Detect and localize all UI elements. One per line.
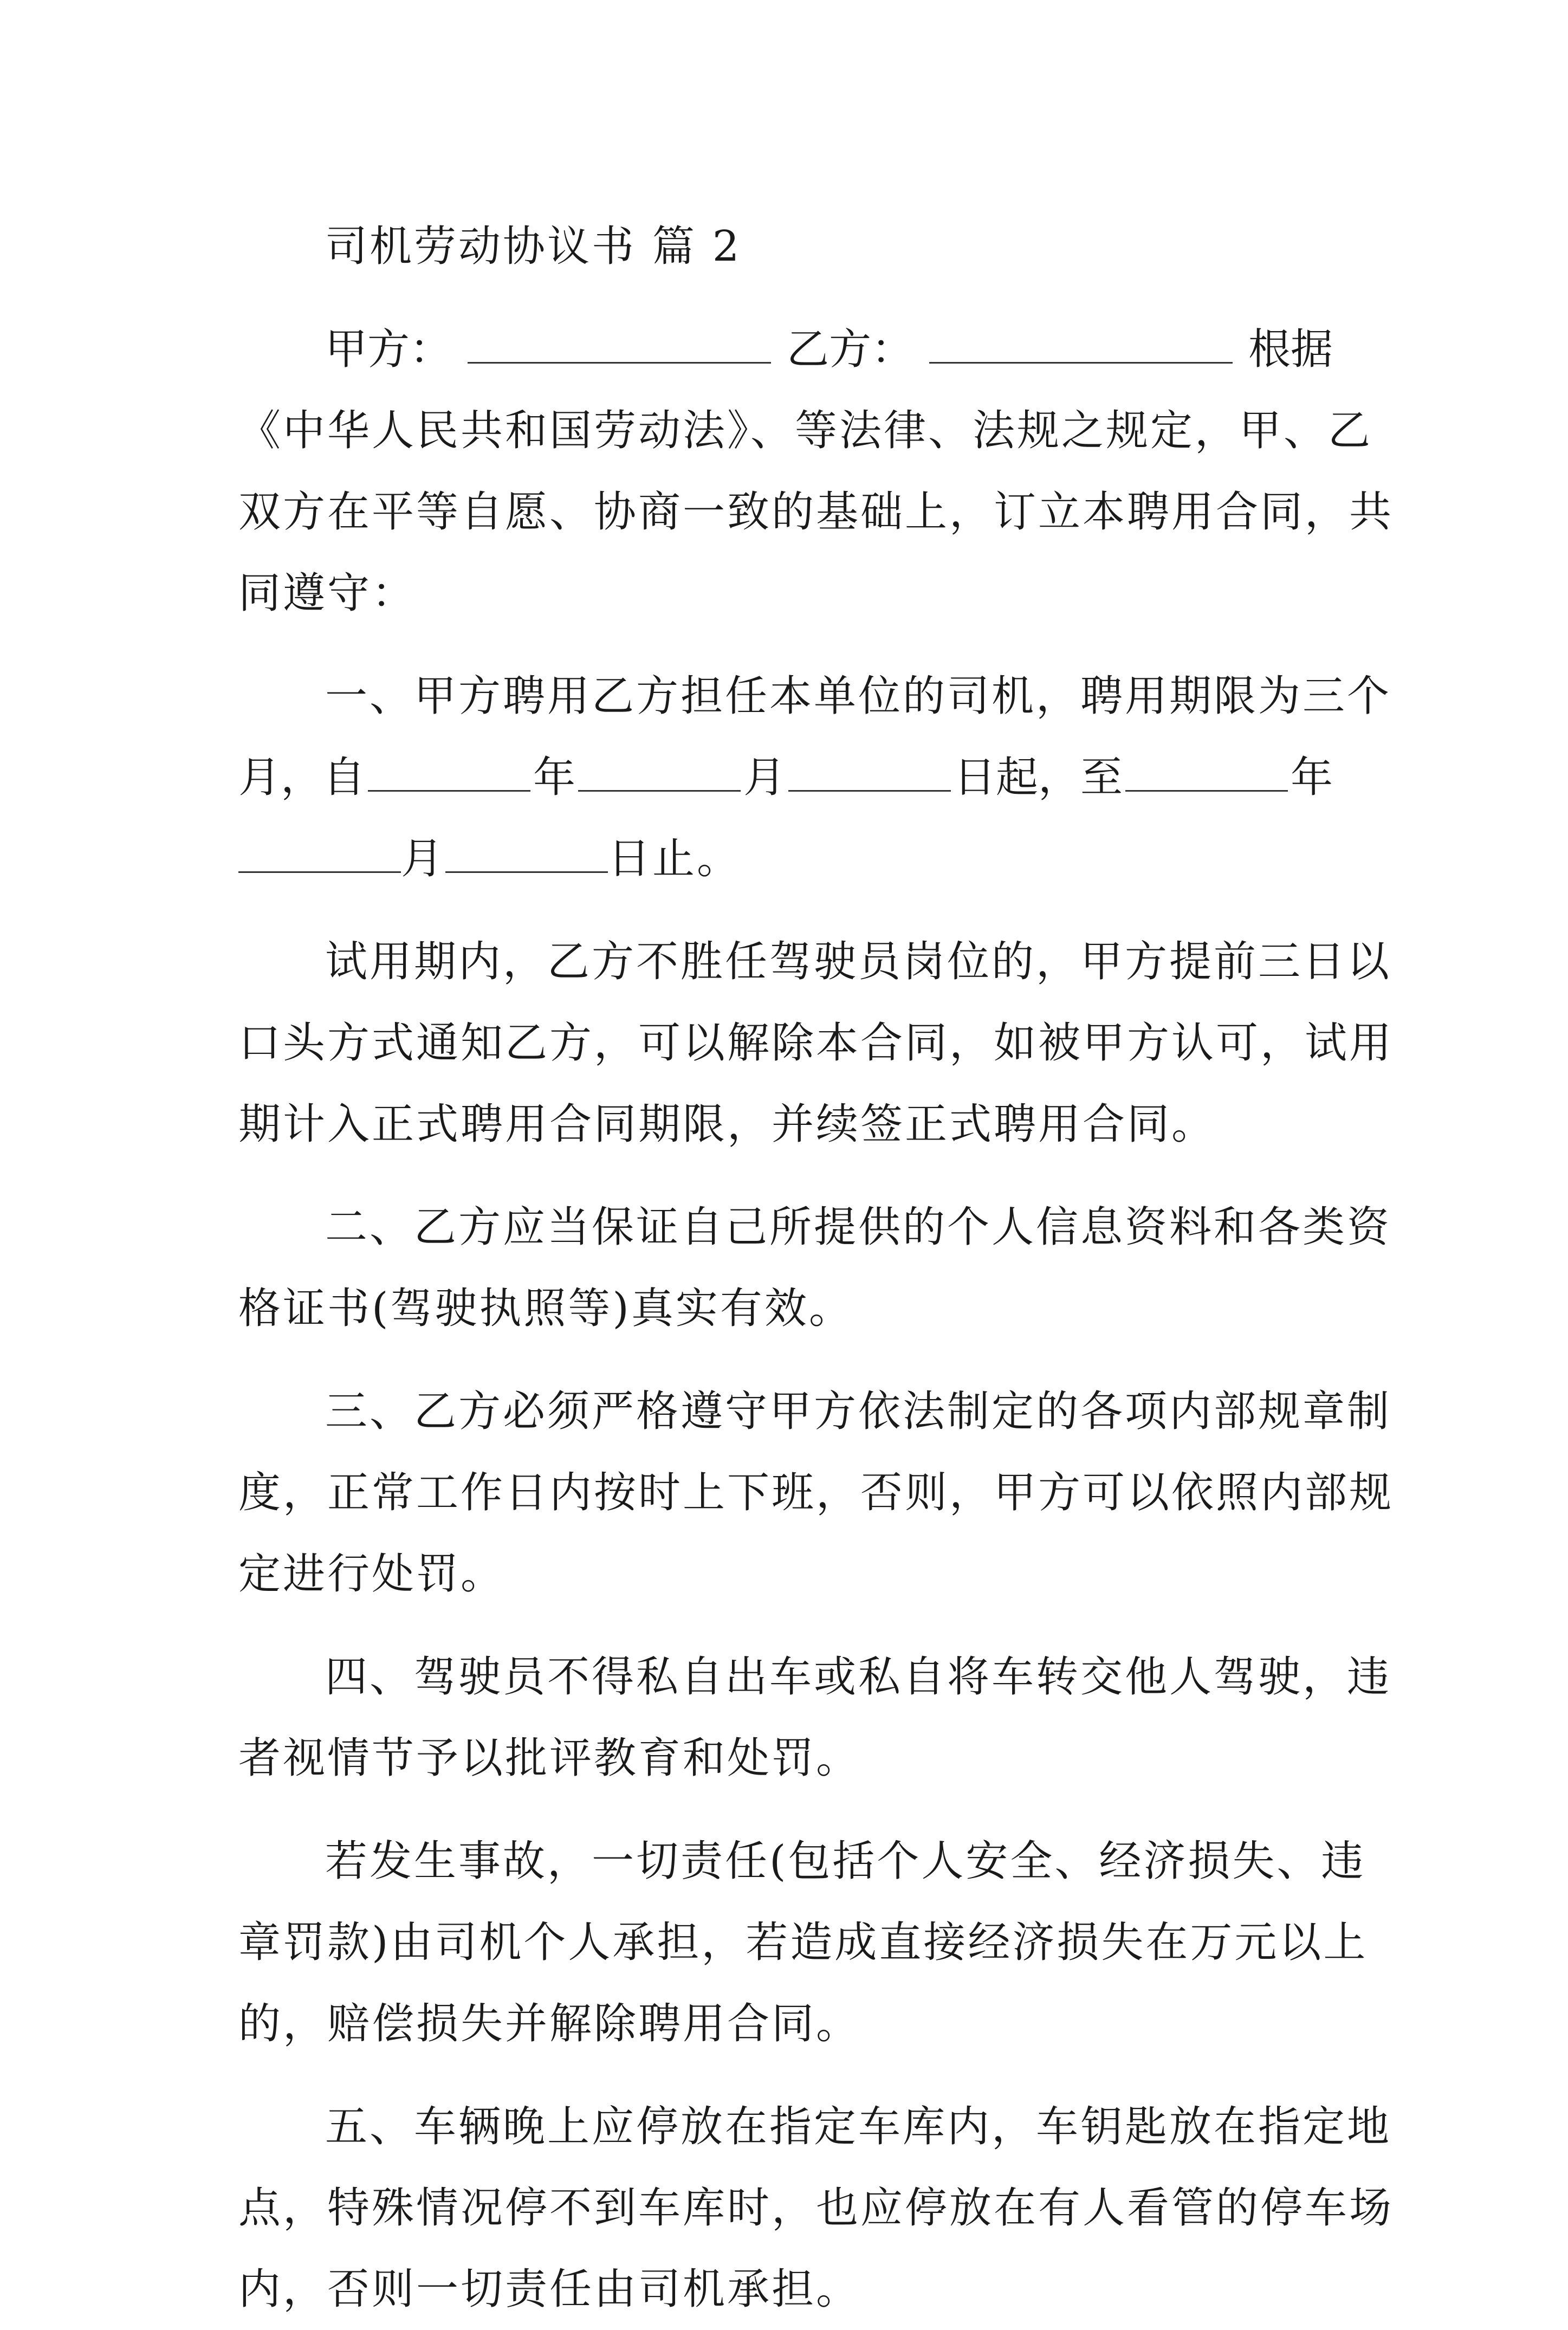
clause-3-line-1: 三、乙方必须严格遵守甲方依法制定的各项内部规章制 [325,1387,1392,1436]
end-year-blank [1125,750,1288,792]
probation-paragraph [238,921,1394,1165]
party-a-blank [468,322,771,364]
clause-2-line-1: 二、乙方应当保证自己所提供的个人信息资料和各类资 [325,1203,1392,1252]
clause-3-line-3: 定进行处罚。 [238,1550,506,1598]
start-month-blank [578,750,741,792]
preamble-line-3: 双方在平等自愿、协商一致的基础上，订立本聘用合同，共 [238,488,1394,536]
end-month-blank [238,831,401,873]
start-day-blank [788,750,951,792]
clause-2-line-2: 格证书(驾驶执照等)真实有效。 [238,1284,853,1333]
clause-1-paragraph [238,656,1392,899]
clause-5-line-1: 五、车辆晚上应停放在指定车库内，车钥匙放在指定地 [325,2102,1392,2151]
document-body [238,206,1394,2330]
end-day-blank [445,831,608,873]
clause-4-paragraph [238,1636,1392,1799]
preamble-line-1 [238,309,1333,390]
party-b-label: 乙方： [786,325,913,374]
preamble-line-4: 同遵守： [238,569,417,618]
clause-1-line-2 [238,737,1333,818]
accident-paragraph [238,1821,1368,2064]
accident-line-3: 的，赔偿损失并解除聘用合同。 [238,1999,861,2048]
clause-5-line-3: 内，否则一切责任由司机承担。 [238,2265,861,2314]
year-label: 年 [533,753,575,802]
clause-1-from-label: 月，自 [238,753,366,802]
clause-4-line-2: 者视情节予以批评教育和处罚。 [238,1734,861,1783]
title-text: 司机劳动协议书 [325,222,637,271]
probation-line-1: 试用期内，乙方不胜任驾驶员岗位的，甲方提前三日以 [325,937,1392,986]
title-suffix: 篇 2 [652,222,742,271]
probation-line-3: 期计入正式聘用合同期限，并续签正式聘用合同。 [238,1100,1216,1149]
probation-line-2: 口头方式通知乙方，可以解除本合同，如被甲方认可，试用 [238,1019,1394,1067]
preamble-line-2: 《中华人民共和国劳动法》、等法律、法规之规定，甲、乙 [238,406,1373,455]
day-from-label: 日起，至 [953,753,1123,802]
clause-3-paragraph [238,1371,1394,1615]
clause-3-line-2: 度，正常工作日内按时上下班，否则，甲方可以依照内部规 [238,1468,1394,1517]
start-year-blank [368,750,530,792]
accident-line-1: 若发生事故，一切责任(包括个人安全、经济损失、违 [325,1837,1366,1886]
accident-line-2: 章罚款)由司机个人承担，若造成直接经济损失在万元以上 [238,1918,1368,1967]
party-b-blank [929,322,1233,364]
clause-1-line-3 [238,818,1333,899]
preamble-line-1-tail: 根据 [1248,325,1333,374]
month-label: 月 [743,753,786,802]
clause-2-paragraph [238,1187,1392,1349]
end-month-label: 月 [401,834,446,883]
preamble-paragraph [238,309,1394,634]
clause-1-line-1: 一、甲方聘用乙方担任本单位的司机，聘用期限为三个 [325,672,1392,721]
document-title [238,206,1333,287]
clause-5-line-2: 点，特殊情况停不到车库时，也应停放在有人看管的停车场 [238,2184,1394,2232]
clause-4-line-1: 四、驾驶员不得私自出车或私自将车转交他人驾驶，违 [325,1653,1392,1701]
clause-5-paragraph [238,2086,1394,2330]
end-day-label: 日止。 [608,834,742,883]
end-year-label: 年 [1290,753,1333,802]
party-a-label: 甲方： [325,325,452,374]
